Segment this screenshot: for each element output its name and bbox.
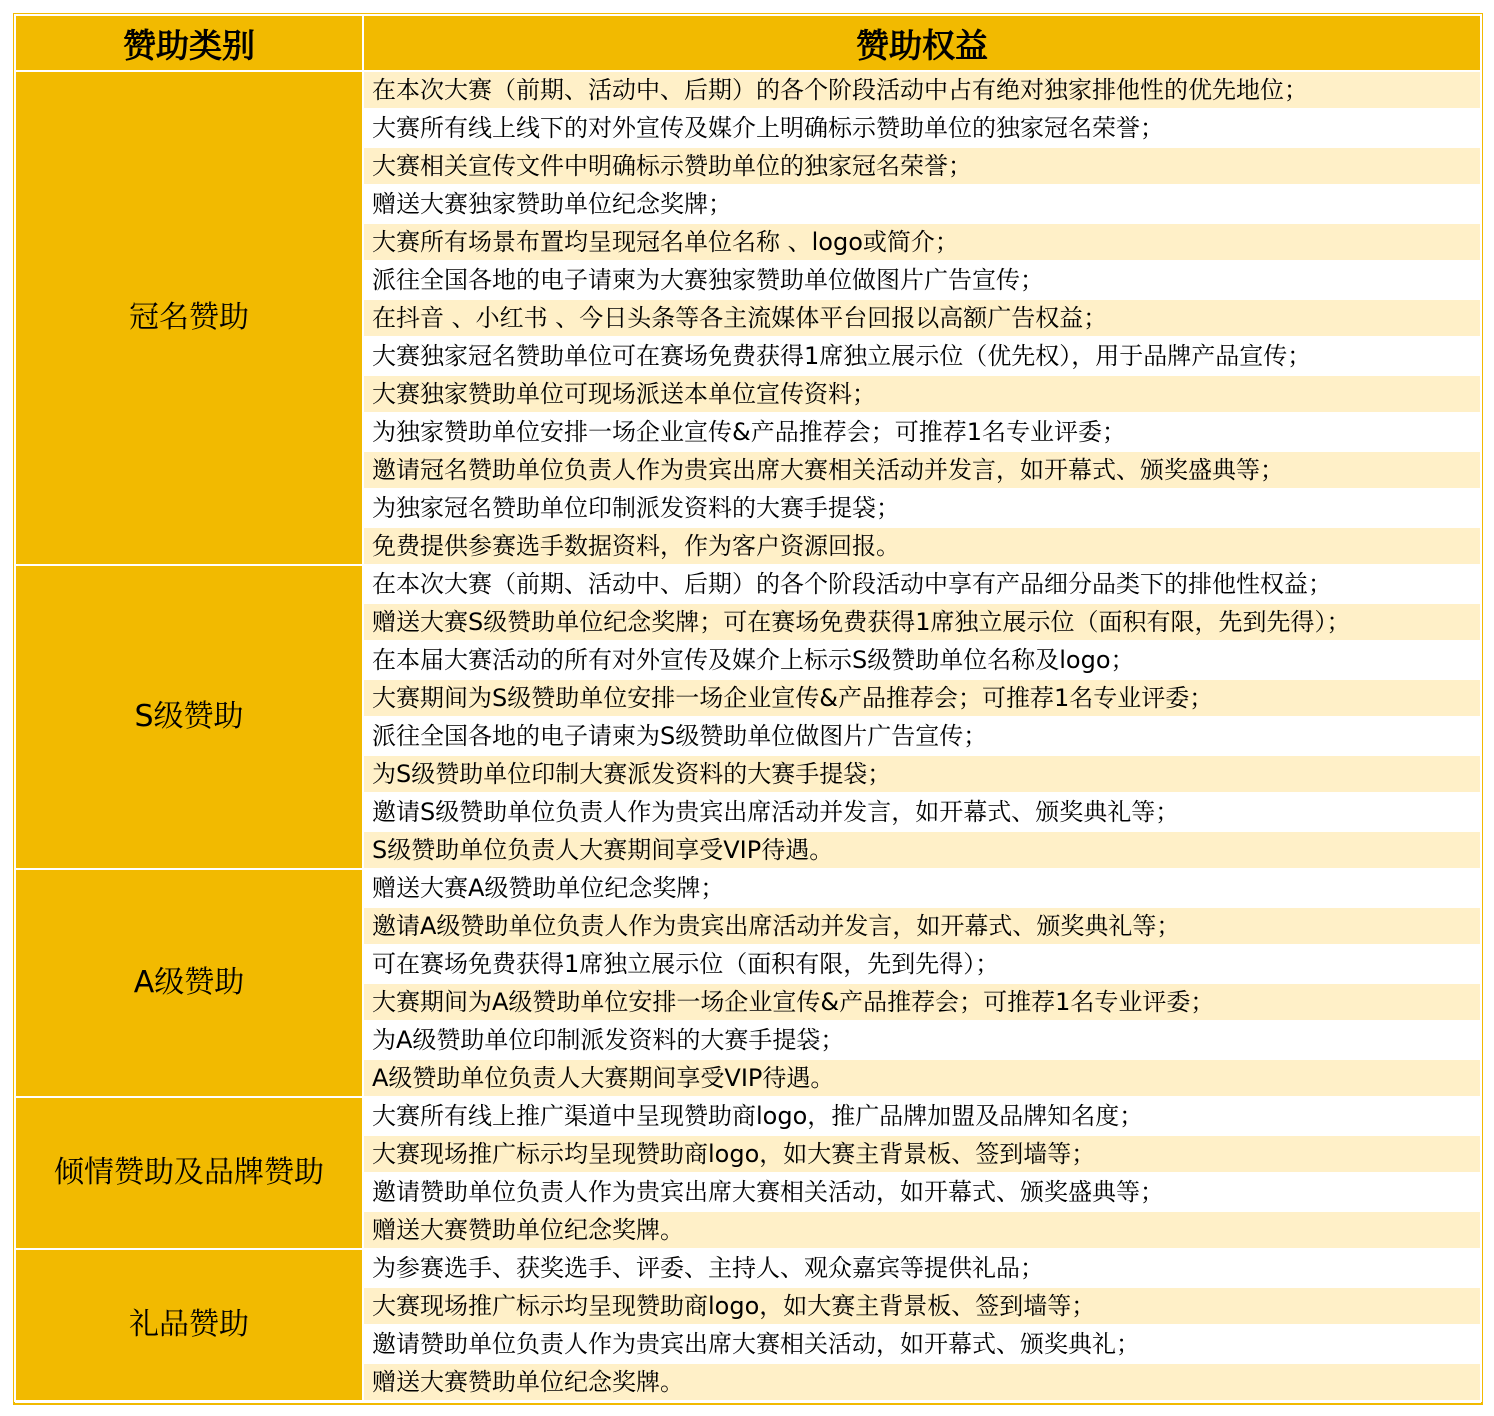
benefit-cell: 在本届大赛活动的所有对外宣传及媒介上标示S级赞助单位名称及logo；: [363, 641, 1481, 679]
benefit-cell: 为参赛选手、获奖选手、评委、主持人、观众嘉宾等提供礼品；: [363, 1249, 1481, 1287]
benefit-cell: 免费提供参赛选手数据资料，作为客户资源回报。: [363, 527, 1481, 565]
benefit-cell: 大赛所有线上线下的对外宣传及媒介上明确标示赞助单位的独家冠名荣誉；: [363, 109, 1481, 147]
table-row: [15, 869, 1481, 907]
benefit-cell: 为S级赞助单位印制大赛派发资料的大赛手提袋；: [363, 755, 1481, 793]
benefit-cell: 赠送大赛赞助单位纪念奖牌。: [363, 1211, 1481, 1249]
benefit-cell: 大赛独家冠名赞助单位可在赛场免费获得1席独立展示位（优先权），用于品牌产品宣传；: [363, 337, 1481, 375]
benefit-cell: 邀请赞助单位负责人作为贵宾出席大赛相关活动，如开幕式、颁奖盛典等；: [363, 1173, 1481, 1211]
table-row: [15, 565, 1481, 603]
benefit-cell: 为A级赞助单位印制派发资料的大赛手提袋；: [363, 1021, 1481, 1059]
table-row: [15, 1249, 1481, 1287]
benefit-cell: 派往全国各地的电子请柬为大赛独家赞助单位做图片广告宣传；: [363, 261, 1481, 299]
table-header-row: [15, 15, 1481, 71]
benefit-cell: 为独家赞助单位安排一场企业宣传&产品推荐会；可推荐1名专业评委；: [363, 413, 1481, 451]
benefit-cell: S级赞助单位负责人大赛期间享受VIP待遇。: [363, 831, 1481, 869]
benefit-cell: 大赛所有场景布置均呈现冠名单位名称 、logo或简介；: [363, 223, 1481, 261]
benefit-cell: 大赛现场推广标示均呈现赞助商logo，如大赛主背景板、签到墙等；: [363, 1135, 1481, 1173]
table-row: [15, 71, 1481, 109]
benefit-cell: 赠送大赛S级赞助单位纪念奖牌；可在赛场免费获得1席独立展示位（面积有限，先到先得）；: [363, 603, 1481, 641]
benefit-cell: 为独家冠名赞助单位印制派发资料的大赛手提袋；: [363, 489, 1481, 527]
benefit-cell: 邀请冠名赞助单位负责人作为贵宾出席大赛相关活动并发言，如开幕式、颁奖盛典等；: [363, 451, 1481, 489]
benefit-cell: A级赞助单位负责人大赛期间享受VIP待遇。: [363, 1059, 1481, 1097]
benefit-cell: 在抖音 、小红书 、今日头条等各主流媒体平台回报以高额广告权益；: [363, 299, 1481, 337]
benefit-cell: 赠送大赛独家赞助单位纪念奖牌；: [363, 185, 1481, 223]
benefit-cell: 大赛相关宣传文件中明确标示赞助单位的独家冠名荣誉；: [363, 147, 1481, 185]
benefit-cell: 大赛期间为S级赞助单位安排一场企业宣传&产品推荐会；可推荐1名专业评委；: [363, 679, 1481, 717]
benefit-cell: 在本次大赛（前期、活动中、后期）的各个阶段活动中享有产品细分品类下的排他性权益；: [363, 565, 1481, 603]
benefit-cell: 大赛期间为A级赞助单位安排一场企业宣传&产品推荐会；可推荐1名专业评委；: [363, 983, 1481, 1021]
table-row: [15, 1097, 1481, 1135]
benefit-cell: 邀请S级赞助单位负责人作为贵宾出席活动并发言，如开幕式、颁奖典礼等；: [363, 793, 1481, 831]
header-category: 赞助类别: [15, 15, 363, 71]
category-cell: A级赞助: [15, 869, 363, 1097]
benefit-cell: 大赛所有线上推广渠道中呈现赞助商logo，推广品牌加盟及品牌知名度；: [363, 1097, 1481, 1135]
header-benefits: 赞助权益: [363, 15, 1481, 71]
benefit-cell: 邀请A级赞助单位负责人作为贵宾出席活动并发言，如开幕式、颁奖典礼等；: [363, 907, 1481, 945]
benefit-cell: 派往全国各地的电子请柬为S级赞助单位做图片广告宣传；: [363, 717, 1481, 755]
benefit-cell: 赠送大赛赞助单位纪念奖牌。: [363, 1363, 1481, 1401]
benefit-cell: 可在赛场免费获得1席独立展示位（面积有限，先到先得）；: [363, 945, 1481, 983]
category-cell: 倾情赞助及品牌赞助: [15, 1097, 363, 1249]
benefit-cell: 在本次大赛（前期、活动中、后期）的各个阶段活动中占有绝对独家排他性的优先地位；: [363, 71, 1481, 109]
category-cell: S级赞助: [15, 565, 363, 869]
table-body: [15, 71, 1481, 1401]
benefit-cell: 赠送大赛A级赞助单位纪念奖牌；: [363, 869, 1481, 907]
benefit-cell: 邀请赞助单位负责人作为贵宾出席大赛相关活动，如开幕式、颁奖典礼；: [363, 1325, 1481, 1363]
benefit-cell: 大赛独家赞助单位可现场派送本单位宣传资料；: [363, 375, 1481, 413]
category-cell: 冠名赞助: [15, 71, 363, 565]
benefit-cell: 大赛现场推广标示均呈现赞助商logo，如大赛主背景板、签到墙等；: [363, 1287, 1481, 1325]
sponsorship-table: [14, 14, 1482, 1402]
category-cell: 礼品赞助: [15, 1249, 363, 1401]
